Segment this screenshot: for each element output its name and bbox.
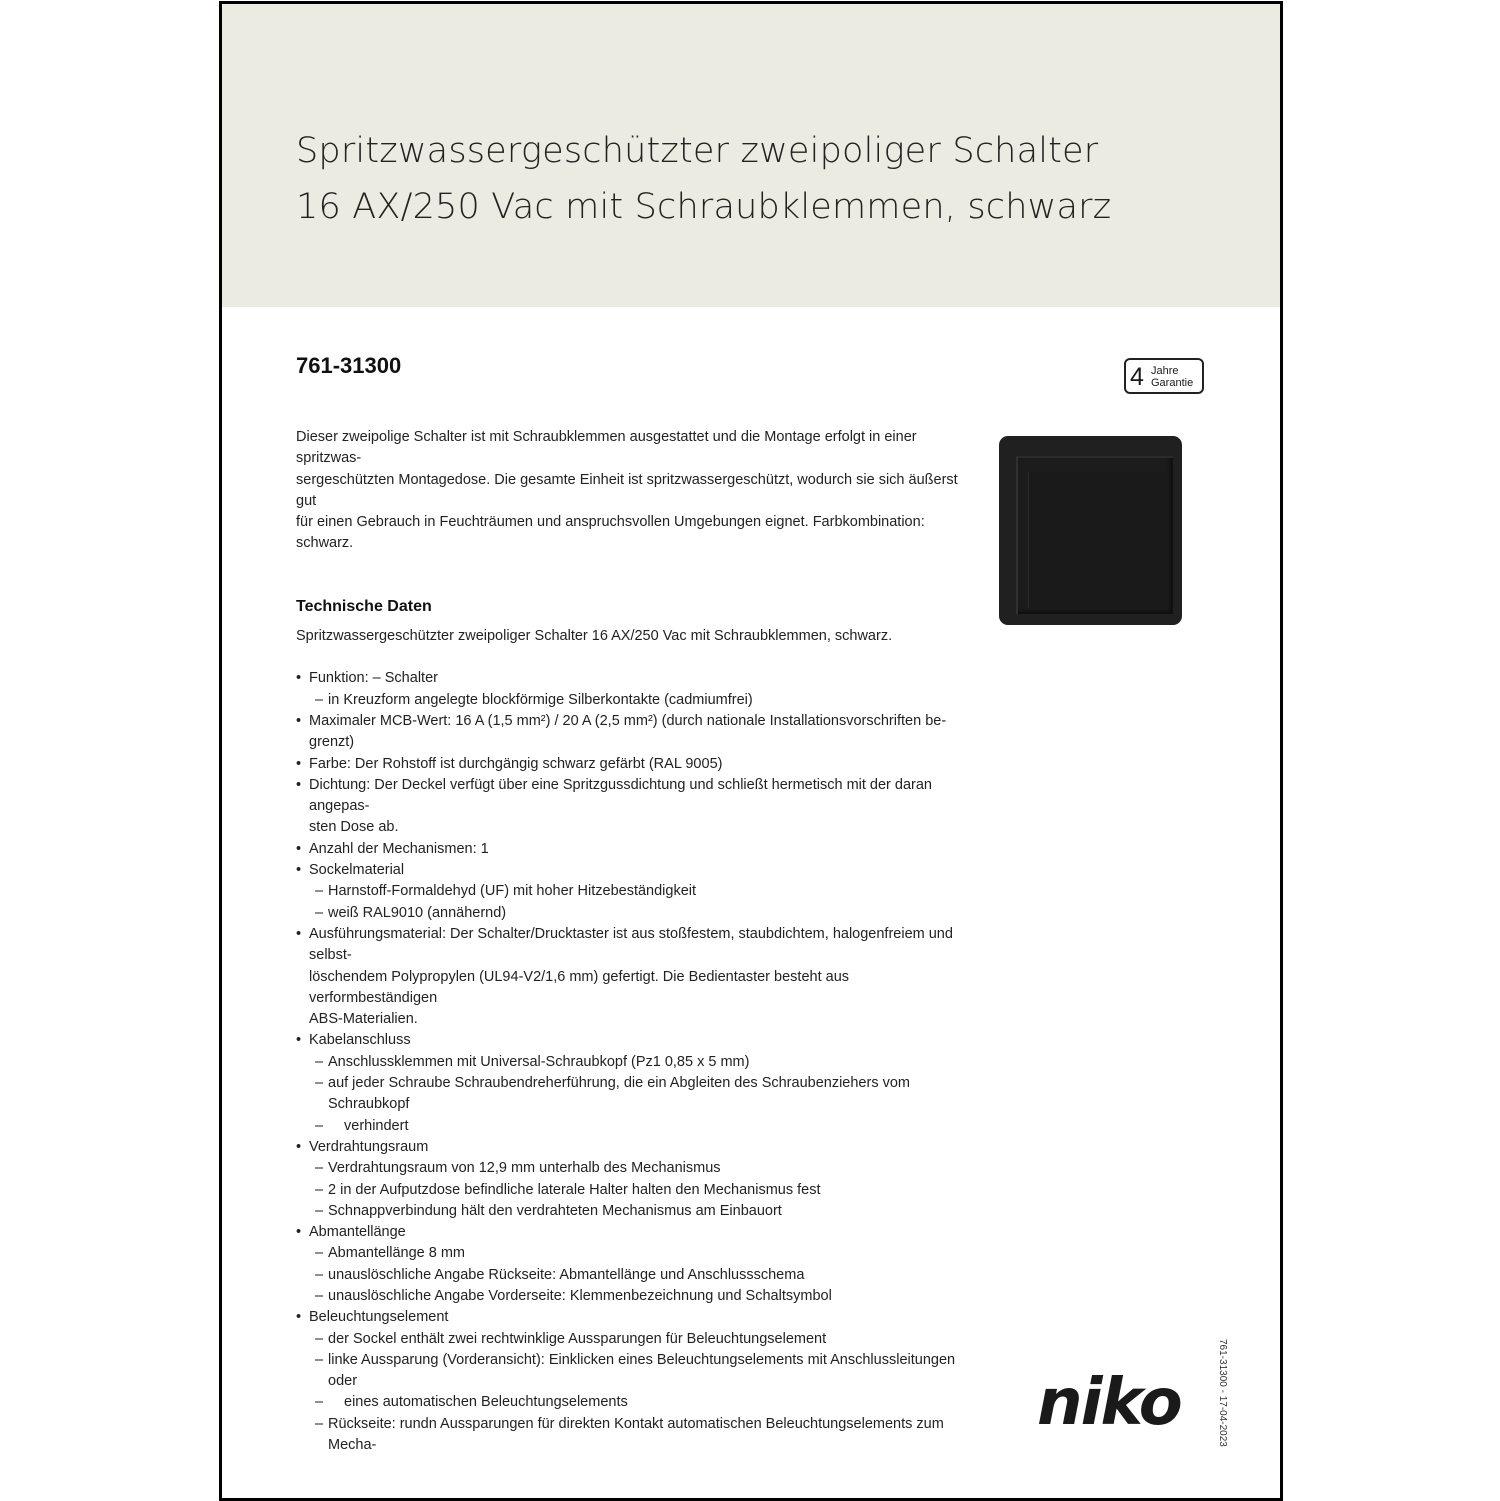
spec-subitem: – 2 in der Aufputzdose befindliche laterale Halter halten den Mechanismus fest [309, 1180, 964, 1201]
spec-line: sten Dose ab. [309, 819, 399, 836]
warranty-label [1151, 365, 1193, 389]
main-content [296, 427, 964, 1456]
spec-item [296, 1137, 964, 1222]
product-image [999, 436, 1182, 625]
spec-item [296, 668, 964, 711]
spec-line: Maximaler MCB-Wert: 16 A (1,5 mm²) / 20 A (2,5 mm²) (durch nationale Installationsvorschriften be- [309, 712, 947, 729]
switch-face [1028, 472, 1167, 608]
spec-item [296, 775, 964, 839]
spec-item [296, 754, 964, 775]
spec-subitem: – Rückseite: rundn Aussparungen für direkten Kontakt automatischen Beleuchtungselements zum Mecha- [309, 1414, 964, 1457]
intro-line: sergeschützten Montagedose. Die gesamte Einheit ist spritzwassergeschützt, wodurch sie sich äußerst gut [296, 471, 958, 509]
intro-line: für einen Gebrauch in Feuchträumen und anspruchsvollen Umgebungen eignet. Farbkombination: schwarz. [296, 514, 925, 552]
spec-sublist [309, 1329, 964, 1457]
spec-item [296, 1307, 964, 1456]
niko-logo: niko [1037, 1366, 1181, 1440]
spec-sublist [309, 1158, 964, 1222]
intro-paragraph [296, 427, 964, 555]
spec-subitem: – unauslöschliche Angabe Rückseite: Abmantellänge und Anschlussschema [309, 1265, 964, 1286]
spec-sublist [309, 690, 964, 711]
intro-line: Dieser zweipolige Schalter ist mit Schraubklemmen ausgestattet und die Montage erfolgt in einer spritzwas- [296, 429, 917, 467]
spec-line: Anzahl der Mechanismen: 1 [309, 840, 489, 857]
spec-line: Kabelanschluss [309, 1032, 411, 1049]
warranty-badge [1124, 358, 1204, 394]
spec-sublist [309, 881, 964, 924]
spec-sublist [309, 1243, 964, 1307]
spec-subitem: – Anschlussklemmen mit Universal-Schraubkopf (Pz1 0,85 x 5 mm) [309, 1052, 964, 1073]
page-title [296, 123, 1111, 235]
spec-subitem: – der Sockel enthält zwei rechtwinklige Aussparungen für Beleuchtungselement [309, 1329, 964, 1350]
side-reference: 761-31300 - 17-04-2023 [1217, 1339, 1228, 1447]
spec-subitem: – Verdrahtungsraum von 12,9 mm unterhalb des Mechanismus [309, 1158, 964, 1179]
spec-subitem: – Abmantellänge 8 mm [309, 1243, 964, 1264]
spec-item [296, 711, 964, 754]
section-heading: Technische Daten [296, 597, 432, 615]
spec-item [296, 839, 964, 860]
spec-subitem: – Harnstoff-Formaldehyd (UF) mit hoher Hitzebeständigkeit [309, 881, 964, 902]
title-line-2: 16 AX/250 Vac mit Schraubklemmen, schwarz [296, 187, 1112, 227]
spec-subitem: – in Kreuzform angelegte blockförmige Silberkontakte (cadmiumfrei) [309, 690, 964, 711]
spec-item [296, 924, 964, 1030]
warranty-label-line-1: Jahre [1151, 365, 1179, 377]
article-number: 761-31300 [296, 353, 402, 378]
spec-line: Ausführungsmaterial: Der Schalter/Drucktaster ist aus stoßfestem, staubdichtem, halogenfreiem und selbst- [309, 925, 953, 964]
spec-line: Funktion: – Schalter [309, 670, 438, 687]
spec-line: löschendem Polypropylen (UL94-V2/1,6 mm) gefertigt. Die Bedientaster besteht aus verformbeständigen [309, 968, 850, 1006]
spec-line: Sockelmaterial [309, 862, 405, 879]
spec-line: Beleuchtungselement [309, 1309, 449, 1326]
warranty-years: 4 [1130, 363, 1144, 391]
spec-line: Dichtung: Der Deckel verfügt über eine Spritzgussdichtung und schließt hermetisch mit der daran angepas- [309, 776, 932, 815]
spec-line: ABS-Materialien. [309, 1011, 418, 1028]
spec-subitem: – weiß RAL9010 (annähernd) [309, 903, 964, 924]
spec-subitem-continuation: – eines automatischen Beleuchtungselements [309, 1392, 964, 1413]
spec-line: grenzt) [309, 734, 355, 751]
datasheet-page [219, 1, 1283, 1501]
spec-subitem: – linke Aussparung (Vorderansicht): Einklicken eines Beleuchtungselements mit Anschlussleitungen oder [309, 1350, 964, 1393]
spec-item [296, 1222, 964, 1307]
warranty-label-line-2: Garantie [1151, 377, 1194, 389]
spec-list [296, 668, 964, 1456]
title-line-1: Spritzwassergeschützter zweipoliger Schalter [296, 131, 1099, 171]
spec-line: Abmantellänge [309, 1224, 406, 1241]
spec-subitem: – unauslöschliche Angabe Vorderseite: Klemmenbezeichnung und Schaltsymbol [309, 1286, 964, 1307]
spec-subitem: – Schnappverbindung hält den verdrahteten Mechanismus am Einbauort [309, 1201, 964, 1222]
spec-item [296, 1030, 964, 1136]
spec-line: Verdrahtungsraum [309, 1138, 429, 1155]
section-intro: Spritzwassergeschützter zweipoliger Schalter 16 AX/250 Vac mit Schraubklemmen, schwarz. [296, 628, 893, 645]
spec-item [296, 860, 964, 924]
spec-line: Farbe: Der Rohstoff ist durchgängig schwarz gefärbt (RAL 9005) [309, 755, 723, 772]
spec-sublist [309, 1052, 964, 1137]
spec-subitem: – auf jeder Schraube Schraubendreherführung, die ein Abgleiten des Schraubenziehers vom Schraubkopf [309, 1073, 964, 1116]
spec-subitem-continuation: – verhindert [309, 1116, 964, 1137]
